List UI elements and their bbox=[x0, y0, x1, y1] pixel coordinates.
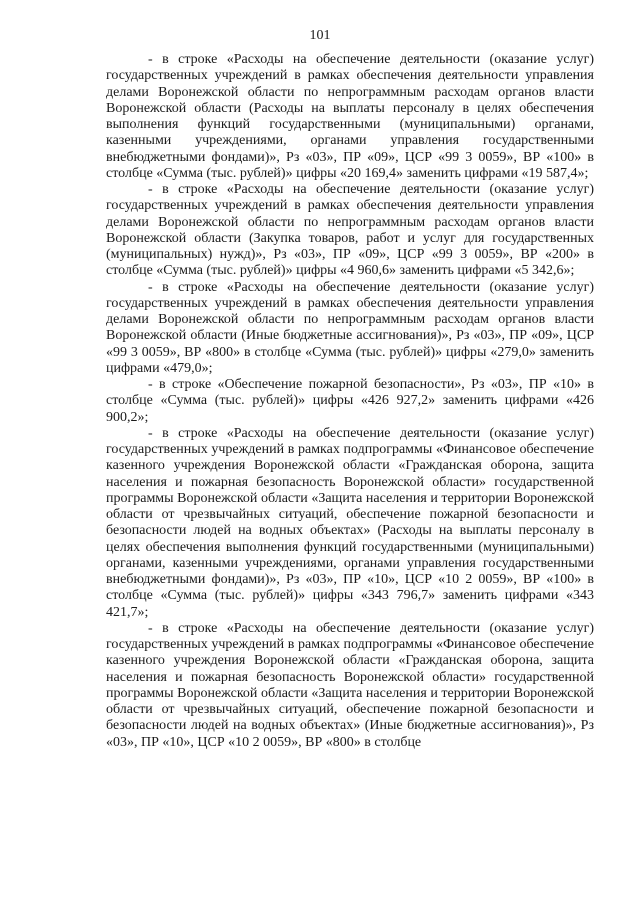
paragraph: - в строке «Обеспечение пожарной безопасности», Рз «03», ПР «10» в столбце «Сумма (тыс. рублей)» цифры «426 927,2» заменить цифрами «426 900,2»; bbox=[106, 377, 594, 425]
paragraph: - в строке «Расходы на обеспечение деятельности (оказание услуг) государственных учреждений в рамках обеспечения деятельности управления делами Воронежской области по непрограммным расходам органов власти Воронежской области (Иные бюджетные ассигнования)», Рз «03», ПР «09», ЦСР «99 3 0059», ВР «800» в столбце «Сумма (тыс. рублей)» цифры «279,0» заменить цифрами «479,0»; bbox=[106, 279, 594, 376]
paragraph: - в строке «Расходы на обеспечение деятельности (оказание услуг) государственных учреждений в рамках обеспечения деятельности управления делами Воронежской области по непрограммным расходам органов власти Воронежской области (Расходы на выплаты персоналу в целях обеспечения выполнения функций государственными (муниципальными) органами, казенными учреждениями, органами управления государственными внебюджетными фондами)», Рз «03», ПР «09», ЦСР «99 3 0059», ВР «100» в столбце «Сумма (тыс. рублей)» цифры «20 169,4» заменить цифрами «19 587,4»; bbox=[106, 52, 594, 181]
paragraph: - в строке «Расходы на обеспечение деятельности (оказание услуг) государственных учреждений в рамках подпрограммы «Финансовое обеспечение казенного учреждения Воронежской области «Гражданская оборона, защита населения и пожарная безопасность Воронежской области» государственной программы Воронежской области «Защита населения и территории Воронежской области от чрезвычайных ситуаций, обеспечение пожарной безопасности и безопасности людей на водных объектах» (Расходы на выплаты персоналу в целях обеспечения выполнения функций государственными (муниципальными) органами, казенными учреждениями, органами управления государственными внебюджетными фондами)», Рз «03», ПР «10», ЦСР «10 2 0059», ВР «100» в столбце «Сумма (тыс. рублей)» цифры «343 796,7» заменить цифрами «343 421,7»; bbox=[106, 425, 594, 620]
paragraph: - в строке «Расходы на обеспечение деятельности (оказание услуг) государственных учреждений в рамках подпрограммы «Финансовое обеспечение казенного учреждения Воронежской области «Гражданская оборона, защита населения и пожарная безопасность Воронежской области» государственной программы Воронежской области «Защита населения и территории Воронежской области от чрезвычайных ситуаций, обеспечение пожарной безопасности и безопасности людей на водных объектах» (Иные бюджетные ассигнования)», Рз «03», ПР «10», ЦСР «10 2 0059», ВР «800» в столбце bbox=[106, 620, 594, 750]
document-body bbox=[106, 52, 594, 751]
paragraph: - в строке «Расходы на обеспечение деятельности (оказание услуг) государственных учреждений в рамках обеспечения деятельности управления делами Воронежской области по непрограммным расходам органов власти Воронежской области (Закупка товаров, работ и услуг для государственных (муниципальных) нужд)», Рз «03», ПР «09», ЦСР «99 3 0059», ВР «200» в столбце «Сумма (тыс. рублей)» цифры «4 960,6» заменить цифрами «5 342,6»; bbox=[106, 182, 594, 279]
page-number: 101 bbox=[309, 28, 331, 43]
